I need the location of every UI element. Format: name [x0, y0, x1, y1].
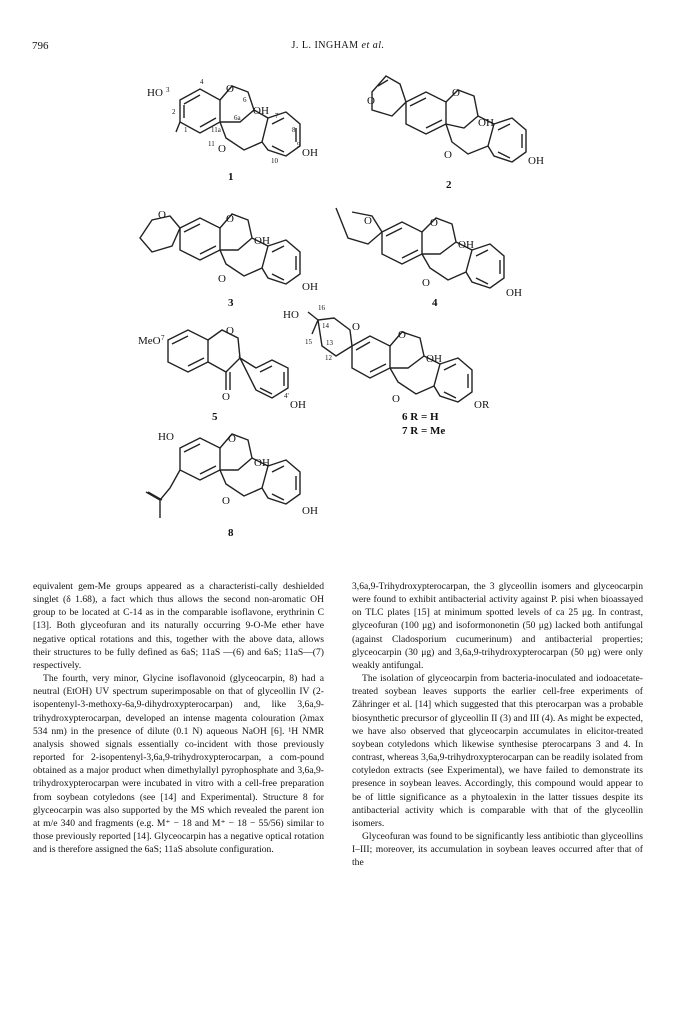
methoxy-label: MeO	[138, 335, 161, 347]
atom-number: 11	[208, 140, 215, 148]
paragraph: Glyceofuran was found to be significantly less antibiotic than glyceollins I–III; moreover, its accumulation in soybean leaves occurred after that of the	[352, 830, 643, 869]
oxygen-label: O	[422, 277, 430, 289]
oxygen-label: O	[226, 325, 234, 337]
hydroxyl-label: HO	[283, 309, 299, 321]
oxygen-label: O	[222, 495, 230, 507]
carbonyl-oxygen-label: O	[222, 391, 230, 403]
oxygen-label: O	[398, 329, 406, 341]
structure-4	[336, 208, 522, 309]
structure-8	[146, 431, 318, 539]
hydroxyl-label: OH	[302, 281, 318, 293]
atom-number: 9	[297, 141, 301, 149]
atom-number: 13	[326, 339, 333, 347]
atom-number: 14	[322, 322, 329, 330]
compound-number: 7 R = Me	[402, 425, 446, 437]
compound-number: 3	[228, 297, 234, 309]
oxygen-label: O	[226, 213, 234, 225]
oxygen-label: O	[218, 143, 226, 155]
paragraph: The isolation of glyceocarpin from bacteria-inoculated and iodoacetate-treated soybean leaves supports the earlier cell-free experiments of Zähringer et al. [14] which suggested that this pterocarpan was a probable biosynthetic precursor of glyceollin II (3) and III (4). As might be expected, we have also observed that glyceocarpin accumulates in elicitor-treated soybean cotyledons which likewise synthesise pterocarpans 3 and 4. In contrast, whereas 3,6a,9-trihydroxypterocarpan can be readily isolated from cotyledon extracts (see Experimental), we have failed to demonstrate its presence in soybean leaves. Accordingly, this compound would appear to be of little significance as a phytoalexin in the latter tissues despite its antibacterial activity which is comparable with that of the glyceollin isomers.	[352, 673, 643, 829]
hydroxyl-label: OH	[506, 287, 522, 299]
compound-number: 8	[228, 527, 234, 539]
oxygen-label: O	[158, 209, 166, 221]
hydroxyl-label: HO	[158, 431, 174, 443]
hydroxyl-label: OH	[528, 155, 544, 167]
alkoxy-label: OR	[474, 399, 490, 411]
atom-number: 4	[200, 78, 204, 86]
atom-number: 12	[325, 354, 332, 362]
hydroxyl-label: OH	[253, 105, 269, 117]
atom-number: 10	[271, 157, 278, 165]
structure-3	[140, 209, 318, 309]
hydroxyl-label: OH	[254, 235, 270, 247]
paragraph: The fourth, very minor, Glycine isoflavonoid (glyceocarpin, 8) had a neutral (EtOH) UV spectrum superimposable on that of glyceollin IV (2-isopentenyl-3-methoxy-6a,9-dihydroxypterocarpan) and, like 3,6a,9-trihydroxypterocarpan, developed an intense magenta colouration (λmax 534 nm) in the presence of dilute (0.1 N) aqueous NaOH [6]. ¹H NMR analysis showed signals essentially co-incident with those previously reported for 2-isopentenyl-3,6a,9-trihydroxypterocarpan, a com-pound obtained as a major product when dimethylallyl pyrophosphate and 3,6a,9-trihydroxypterocarpan were incubated in vitro with a cell-free preparation from soybean cotyledons (see [14] and Experimental). Structure 8 for glyceocarpin was also supported by the MS which revealed the parent ion at m/e 340 and fragments (e.g. M⁺ − 18 and M⁺ − 18 − 55/56) similar to those previously reported [14]. Glyceocarpin has a negative optical rotation and is therefore assigned the 6aS; 11aS absolute configuration.	[33, 673, 324, 856]
running-head-etal: et al.	[361, 40, 385, 51]
compound-number: 5	[212, 411, 218, 423]
oxygen-label: O	[226, 83, 234, 95]
atom-number: 1	[184, 126, 188, 134]
atom-number: 15	[305, 338, 312, 346]
structure-2	[367, 76, 544, 191]
hydroxyl-label: HO	[147, 87, 163, 99]
oxygen-label: O	[364, 215, 372, 227]
structure-1	[147, 78, 318, 183]
structure-6-7	[283, 304, 490, 437]
body-column-right	[352, 580, 643, 869]
oxygen-label: O	[352, 321, 360, 333]
hydroxyl-label: OH	[302, 147, 318, 159]
hydroxyl-label: OH	[426, 353, 442, 365]
page-number: 796	[32, 40, 49, 52]
paragraph: equivalent gem-Me groups appeared as a characteristi-cally deshielded singlet (δ 1.68), a fact which thus allows the second non-aromatic OH group to be located at C-14 as in the comparable isoflavone, erythrinin C [13]. Both glyceofuran and its naturally occurring 9-O-Me ether have negative optical rotations and this, together with the above data, allows their structures to be fully defined as 6aS; 11aS —(6) and 6aS; 11aS—(7) respectively.	[33, 581, 324, 671]
compound-number: 2	[446, 179, 452, 191]
atom-number: 7	[161, 334, 165, 342]
oxygen-label: O	[430, 217, 438, 229]
oxygen-label: O	[444, 149, 452, 161]
oxygen-label: O	[367, 95, 375, 107]
compound-number: 6 R = H	[402, 411, 439, 423]
atom-number: 16	[318, 304, 325, 312]
atom-number: 4'	[284, 392, 289, 400]
structure-5	[138, 325, 306, 423]
oxygen-label: O	[228, 433, 236, 445]
atom-number: 7	[275, 112, 279, 120]
hydroxyl-label: OH	[458, 239, 474, 251]
atom-number: 2	[172, 108, 176, 116]
compound-number: 4	[432, 297, 438, 309]
atom-number: 3	[166, 86, 170, 94]
body-column-left	[33, 580, 324, 856]
atom-number: 11a	[211, 126, 221, 134]
atom-number: 8	[292, 126, 296, 134]
compound-number: 1	[228, 171, 234, 183]
hydroxyl-label: OH	[302, 505, 318, 517]
hydroxyl-label: OH	[478, 117, 494, 129]
paragraph: 3,6a,9-Trihydroxypterocarpan, the 3 glyceollin isomers and glyceocarpin were found to exhibit antibacterial activity against P. pisi when bioassayed on TLC plates [15] at minimum spotted levels of ca 25 μg. In contrast, glyceofuran (100 μg) and isoformononetin (50 μg) lacked both antifungal (against Cladosporium cucumerinum) and antibacterial properties; glyceocarpin (30 μg) and 3,6a,9-trihydroxypterocarpan (50 μg) were only weakly antifungal.	[352, 581, 643, 671]
atom-number: 6a	[234, 114, 241, 122]
atom-number: 6	[243, 96, 247, 104]
running-head-authors: J. L. INGHAM	[291, 40, 359, 51]
hydroxyl-label: OH	[254, 457, 270, 469]
oxygen-label: O	[218, 273, 226, 285]
oxygen-label: O	[452, 87, 460, 99]
hydroxyl-label: OH	[290, 399, 306, 411]
oxygen-label: O	[392, 393, 400, 405]
